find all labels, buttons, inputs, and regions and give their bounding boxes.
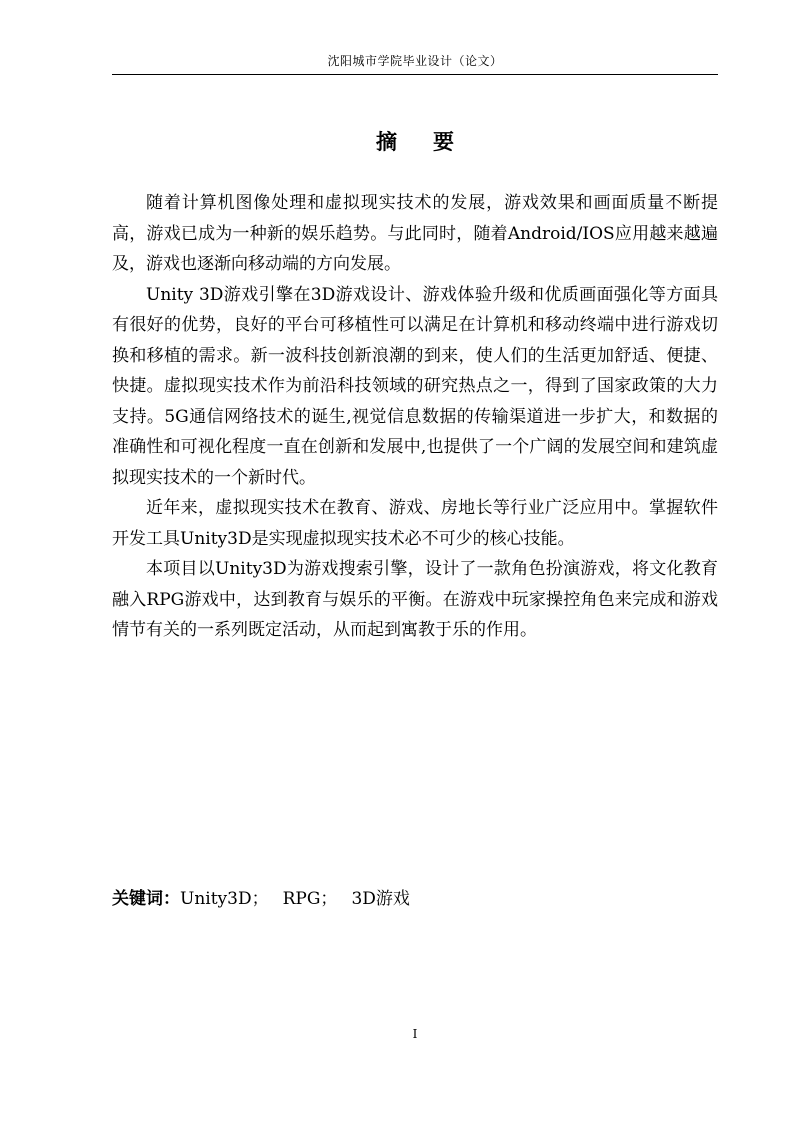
abstract-body: [112, 188, 718, 646]
keyword-item: RPG；: [282, 889, 338, 909]
page-number: I: [412, 1027, 418, 1041]
keyword-item: 3D游戏: [351, 889, 410, 909]
keywords-line: [112, 885, 718, 913]
header-rule: [112, 74, 718, 75]
keyword-item: Unity3D；: [180, 889, 269, 909]
abstract-paragraph-1: 随着计算机图像处理和虚拟现实技术的发展，游戏效果和画面质量不断提高，游戏已成为一种新的娱乐趋势。与此同时，随着Android/IOS应用越来越遍及，游戏也逐渐向移动端的方向发展。: [112, 193, 718, 274]
abstract-paragraph-3: 近年来，虚拟现实技术在教育、游戏、房地长等行业广泛应用中。掌握软件开发工具Unity3D是实现虚拟现实技术必不可少的核心技能。: [112, 498, 718, 549]
abstract-paragraph-2: Unity 3D游戏引擎在3D游戏设计、游戏体验升级和优质画面强化等方面具有很好的优势，良好的平台可移植性可以满足在计算机和移动终端中进行游戏切换和移植的需求。新一波科技创新浪潮的到来，使人们的生活更加舒适、便捷、快捷。虚拟现实技术作为前沿科技领域的研究热点之一，得到了国家政策的大力支持。5G通信网络技术的诞生,视觉信息数据的传输渠道进一步扩大，和数据的准确性和可视化程度一直在创新和发展中,也提供了一个广阔的发展空间和建筑虚拟现实技术的一个新时代。: [112, 284, 718, 488]
abstract-paragraph-4: 本项目以Unity3D为游戏搜索引擎，设计了一款角色扮演游戏，将文化教育融入RPG游戏中，达到教育与娱乐的平衡。在游戏中玩家操控角色来完成和游戏情节有关的一系列既定活动，从而起到寓教于乐的作用。: [112, 559, 718, 640]
running-header: 沈阳城市学院毕业设计（论文）: [327, 54, 503, 68]
abstract-title: 摘要: [376, 129, 490, 154]
keywords-label: 关键词：: [112, 889, 180, 909]
